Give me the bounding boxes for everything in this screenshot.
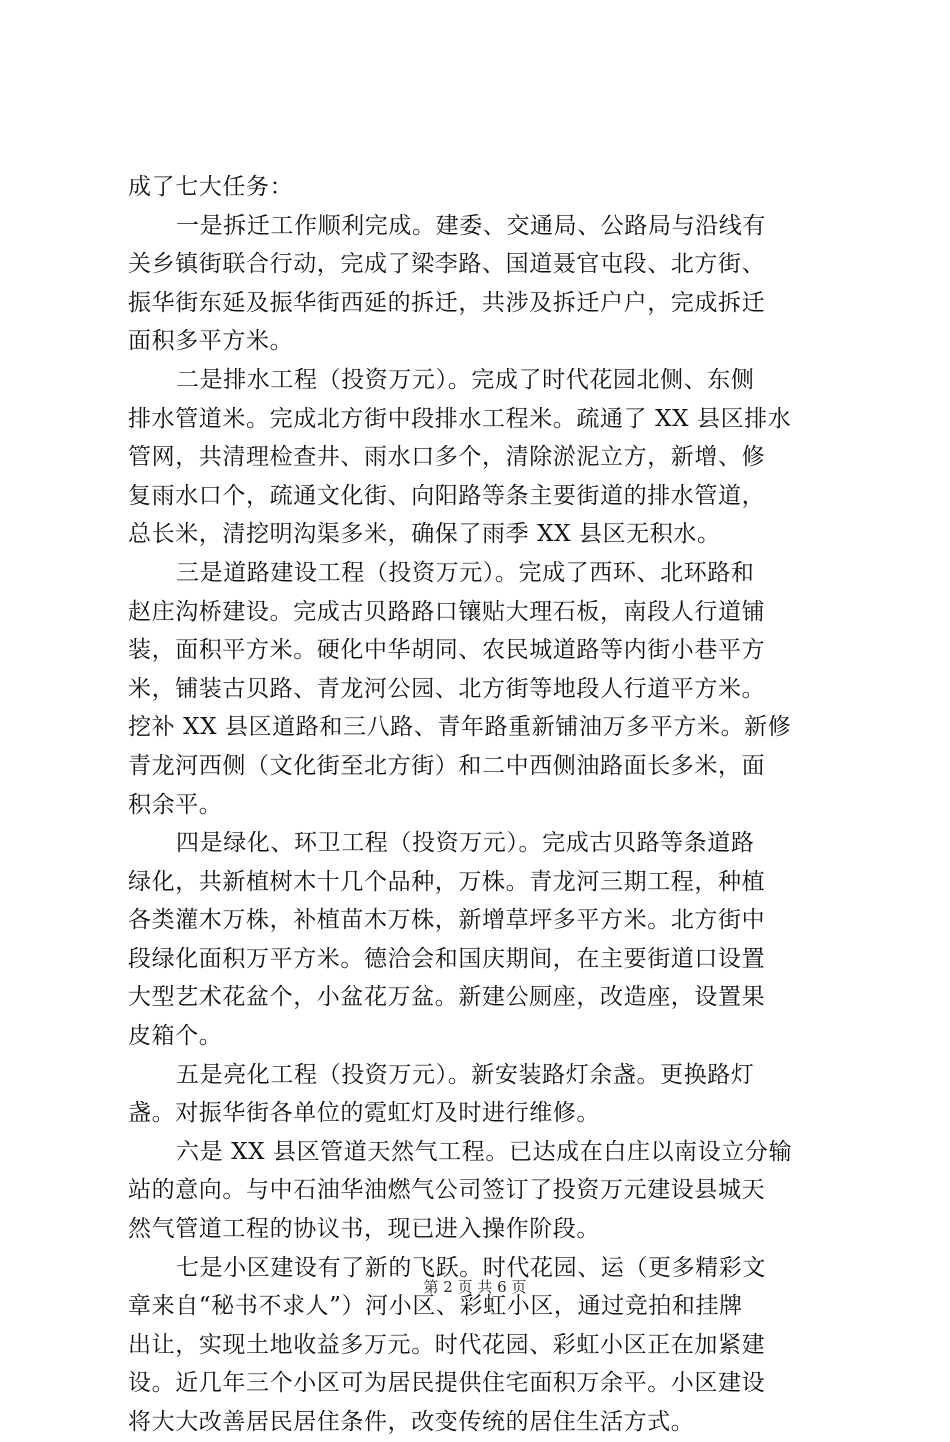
text-line: 成了七大任务： xyxy=(128,174,294,200)
page-footer: 第 2 页 共 6 页 xyxy=(423,1278,527,1296)
text-line: 管网，共清理检查井、雨水口多个，清除淤泥立方，新增、修 xyxy=(128,444,766,471)
text-line: 段绿化面积万平方米。德洽会和国庆期间，在主要街道口设置 xyxy=(128,945,766,972)
document-body xyxy=(128,168,838,1442)
text-line: 二是排水工程（投资万元）。完成了时代花园北侧、东侧 xyxy=(176,366,755,393)
text-line: 五是亮化工程（投资万元）。新安装路灯余盏。更换路灯 xyxy=(176,1061,755,1088)
text-line: 总长米，清挖明沟渠多米，确保了雨季 XX 县区无积水。 xyxy=(128,521,721,548)
text-line: 站的意向。与中石油华油燃气公司签订了投资万元建设县城天 xyxy=(128,1177,766,1204)
text-line: 排水管道米。完成北方街中段排水工程米。疏通了 XX 县区排水 xyxy=(128,405,792,432)
text-line: 盏。对振华街各单位的霓虹灯及时进行维修。 xyxy=(128,1100,600,1127)
text-line: 装，面积平方米。硬化中华胡同、农民城道路等内街小巷平方 xyxy=(128,637,766,664)
text-line: 然气管道工程的协议书，现已进入操作阶段。 xyxy=(128,1216,600,1243)
text-line: 设。近几年三个小区可为居民提供住宅面积万余平。小区建设 xyxy=(128,1370,766,1397)
text-line: 青龙河西侧（文化街至北方街）和二中西侧油路面长多米，面 xyxy=(128,752,766,779)
text-line: 六是 XX 县区管道天然气工程。已达成在白庄以南设立分输 xyxy=(176,1138,793,1165)
text-line: 振华街东延及振华街西延的拆迁，共涉及拆迁户户，完成拆迁 xyxy=(128,289,766,316)
text-line: 挖补 XX 县区道路和三八路、青年路重新铺油万多平方米。新修 xyxy=(128,714,792,741)
text-line: 大型艺术花盆个，小盆花万盆。新建公厕座，改造座，设置果 xyxy=(128,984,766,1011)
text-line: 关乡镇街联合行动，完成了梁李路、国道聂官屯段、北方街、 xyxy=(128,251,766,278)
text-line: 四是绿化、环卫工程（投资万元）。完成古贝路等条道路 xyxy=(176,830,755,857)
text-line: 复雨水口个，疏通文化街、向阳路等条主要街道的排水管道， xyxy=(128,482,766,509)
text-line: 三是道路建设工程（投资万元）。完成了西环、北环路和 xyxy=(176,559,755,586)
text-line: 赵庄沟桥建设。完成古贝路路口镶贴大理石板，南段人行道铺 xyxy=(128,598,766,625)
text-line: 面积多平方米。 xyxy=(128,328,294,355)
text-line: 将大大改善居民居住条件，改变传统的居住生活方式。 xyxy=(128,1409,695,1435)
text-line: 绿化，共新植树木十几个品种，万株。青龙河三期工程，种植 xyxy=(128,868,766,895)
text-line: 皮箱个。 xyxy=(128,1023,223,1050)
text-line: 积余平。 xyxy=(128,791,223,818)
text-line: 七是小区建设有了新的飞跃。时代花园、运（更多精彩文 xyxy=(176,1254,766,1281)
text-line: 出让，实现土地收益多万元。时代花园、彩虹小区正在加紧建 xyxy=(128,1331,766,1358)
text-line: 一是拆迁工作顺利完成。建委、交通局、公路局与沿线有 xyxy=(176,212,766,239)
text-line: 米，铺装古贝路、青龙河公园、北方街等地段人行道平方米。 xyxy=(128,675,766,702)
text-line: 章来自“秘书不求人”）河小区、彩虹小区，通过竞拍和挂牌 xyxy=(128,1293,743,1320)
text-line: 各类灌木万株，补植苗木万株，新增草坪多平方米。北方街中 xyxy=(128,907,766,934)
